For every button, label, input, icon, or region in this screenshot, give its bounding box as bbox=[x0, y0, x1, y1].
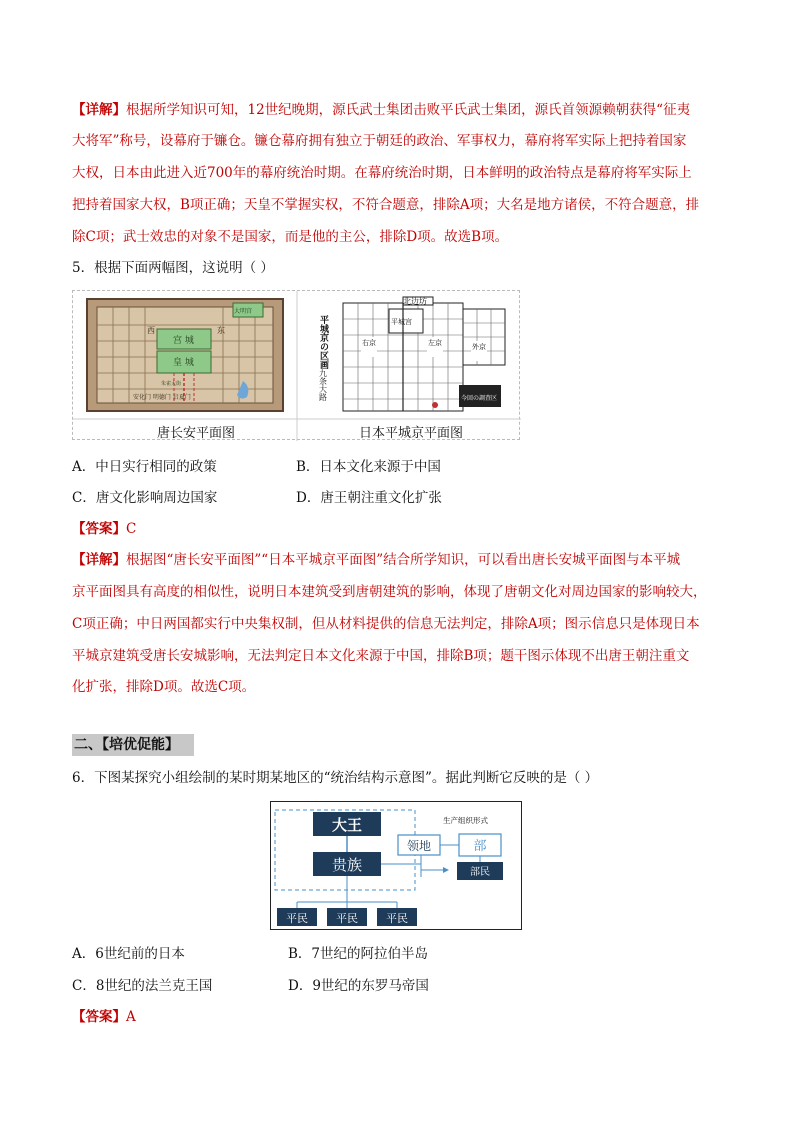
noble-label: 贵族 bbox=[331, 856, 363, 874]
svg-text:东: 东 bbox=[217, 326, 225, 335]
svg-text:外京: 外京 bbox=[472, 343, 486, 351]
bu-label: 部 bbox=[473, 839, 487, 854]
q5-maps bbox=[72, 290, 520, 440]
q5-detail-line-1: 【详解】根据图“唐长安平面图”“日本平城京平面图”结合所学知识，可以看出唐长安城平面图与本平城 bbox=[72, 552, 681, 568]
q5-detail-line-2: 京平面图具有高度的相似性，说明日本建筑受到唐朝建筑的影响，体现了唐朝文化对周边国家的影响较大， bbox=[72, 584, 707, 600]
commoner-label-3: 平民 bbox=[386, 912, 408, 925]
q6-option-d: D．9世纪的东罗马帝国 bbox=[288, 978, 429, 994]
q5-option-b: B．日本文化来源于中国 bbox=[296, 459, 441, 475]
map-right-caption: 日本平城京平面图 bbox=[359, 426, 464, 441]
detail1-line-1: 【详解】根据所学知识可知，12世纪晚期，源氏武士集团击败平氏武士集团，源氏首领源赖朝获得“征夷 bbox=[72, 102, 691, 118]
territory-label: 领地 bbox=[406, 839, 432, 853]
q5-stem: 5．根据下面两幅图，这说明（ ） bbox=[72, 260, 274, 276]
detail1-label: 【详解】 bbox=[72, 102, 126, 118]
heijokyo-map bbox=[318, 296, 505, 411]
q6-answer: 【答案】A bbox=[72, 1009, 136, 1025]
bumin-label: 部民 bbox=[470, 867, 490, 878]
detail1-line-5: 除C项；武士效忠的对象不是国家，而是他的主公，排除D项。故选B项。 bbox=[72, 229, 509, 245]
q5-option-a: A．中日实行相同的政策 bbox=[72, 459, 217, 475]
svg-text:西: 西 bbox=[147, 326, 155, 335]
q5-detail-line-4: 平城京建筑受唐长安城影响，无法判定日本文化来源于中国，排除B项；题干图示体现不出唐王朝注重文 bbox=[72, 648, 690, 664]
detail1-line-3: 大权，日本由此进入近700年的幕府统治时期。在幕府统治时期，日本鲜明的政治特点是幕府将军实际上 bbox=[72, 165, 692, 181]
q6-diagram-svg bbox=[271, 802, 521, 929]
q6-structure-diagram bbox=[270, 801, 522, 930]
q6-option-a: A．6世纪前的日本 bbox=[72, 946, 185, 962]
svg-text:左京: 左京 bbox=[428, 339, 442, 347]
changan-map bbox=[87, 299, 283, 411]
svg-text:今回の調査区: 今回の調査区 bbox=[461, 395, 498, 402]
king-label: 大王 bbox=[331, 816, 363, 834]
svg-text:平城宫: 平城宫 bbox=[391, 318, 412, 326]
svg-text:右京: 右京 bbox=[362, 339, 376, 347]
q5-detail-line-3: C项正确；中日两国都实行中央集权制，但从材料提供的信息无法判定，排除A项；图示信息只是体现日本 bbox=[72, 616, 700, 632]
section-title: 二、【培优促能】 bbox=[72, 734, 194, 756]
svg-text:皇 城: 皇 城 bbox=[173, 358, 194, 368]
q6-option-b: B．7世纪的阿拉伯半岛 bbox=[288, 946, 429, 962]
q5-map-images bbox=[73, 291, 521, 441]
q6-option-c: C．8世纪的法兰克王国 bbox=[72, 978, 213, 994]
svg-text:朱雀大街: 朱雀大街 bbox=[161, 381, 182, 387]
svg-text:安化门 明德门 启夏门: 安化门 明德门 启夏门 bbox=[133, 394, 191, 401]
commoner-label-1: 平民 bbox=[286, 912, 308, 925]
q5-option-c: C．唐文化影响周边国家 bbox=[72, 490, 218, 506]
q6-stem: 6．下图某探究小组绘制的某时期某地区的“统治结构示意图”。据此判断它反映的是（ ） bbox=[72, 770, 599, 786]
commoner-label-2: 平民 bbox=[336, 912, 358, 925]
svg-text:北边坊: 北边坊 bbox=[403, 297, 427, 306]
svg-text:平城京の区画: 平城京の区画 bbox=[318, 315, 328, 369]
map-left-caption: 唐长安平面图 bbox=[157, 426, 236, 441]
detail1-line-4: 把持着国家大权，B项正确；天皇不掌握实权，不符合题意，排除A项；大名是地方诸侯，不符合题意，排 bbox=[72, 197, 700, 213]
svg-text:宫 城: 宫 城 bbox=[173, 336, 194, 346]
q5-answer: 【答案】C bbox=[72, 521, 137, 537]
q5-option-d: D．唐王朝注重文化扩张 bbox=[296, 490, 442, 506]
q5-detail-line-5: 化扩张，排除D项。故选C项。 bbox=[72, 679, 256, 695]
detail1-line-2: 大将军”称号，设幕府于镰仓。镰仓幕府拥有独立于朝廷的政治、军事权力，幕府将军实际上把持着国家 bbox=[72, 133, 687, 149]
production-label: 生产组织形式 bbox=[443, 816, 488, 825]
svg-text:九条大路: 九条大路 bbox=[318, 369, 328, 401]
svg-text:大明宫: 大明宫 bbox=[234, 308, 253, 315]
